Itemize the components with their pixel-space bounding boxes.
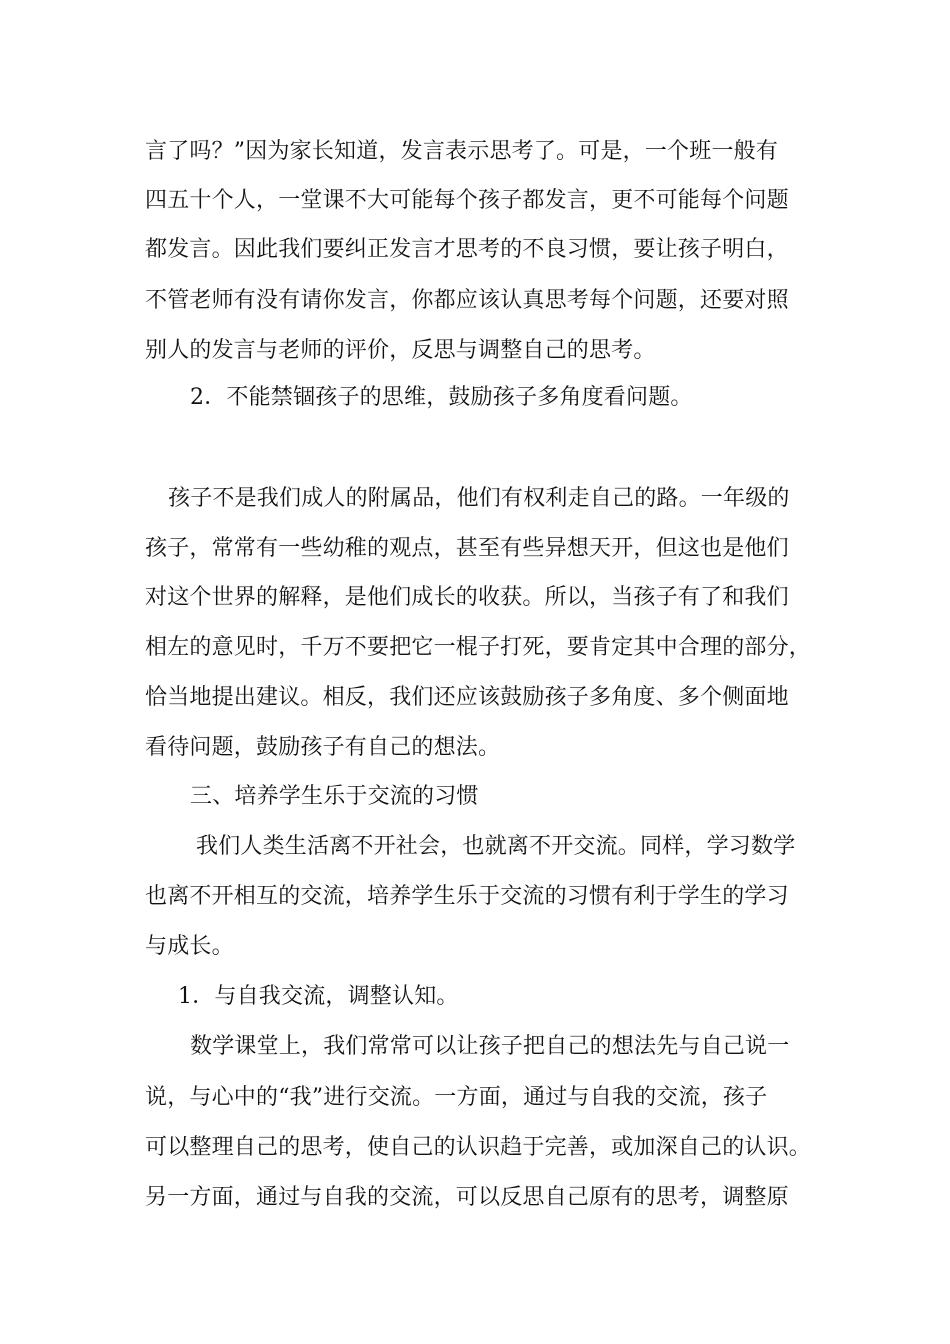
paragraph-line: 相左的意见时，千万不要把它一棍子打死，要肯定其中合理的部分， [145,635,812,660]
paragraph-line: 数学课堂上，我们常常可以让孩子把自己的想法先与自己说一 [190,1034,790,1059]
paragraph-line: 我们人类生活离不开社会，也就离不开交流。同样，学习数学 [196,834,796,859]
paragraph-line: 说，与心中的“我”进行交流。一方面，通过与自我的交流，孩子 [145,1085,768,1110]
paragraph-line: 言了吗？”因为家长知道，发言表示思考了。可是，一个班一般有 [145,139,779,164]
paragraph-line: 不管老师有没有请你发言，你都应该认真思考每个问题，还要对照 [145,288,789,313]
section-heading-3: 三、培养学生乐于交流的习惯 [190,784,479,809]
subheading-1: 1．与自我交流，调整认知。 [178,984,459,1009]
subheading-2: 2．不能禁锢孩子的思维，鼓励孩子多角度看问题。 [190,385,693,410]
paragraph-line: 看待问题，鼓励孩子有自己的想法。 [145,735,501,760]
paragraph-line: 恰当地提出建议。相反，我们还应该鼓励孩子多角度、多个侧面地 [145,685,789,710]
paragraph-line: 可以整理自己的思考，使自己的认识趋于完善，或加深自己的认识。 [145,1135,812,1160]
paragraph-line: 四五十个人，一堂课不大可能每个孩子都发言，更不可能每个问题 [145,188,789,213]
paragraph-line: 都发言。因此我们要纠正发言才思考的不良习惯，要让孩子明白， [145,237,789,262]
paragraph-line: 对这个世界的解释，是他们成长的收获。所以，当孩子有了和我们 [145,585,789,610]
paragraph-line: 另一方面，通过与自我的交流，可以反思自己原有的思考，调整原 [145,1185,789,1210]
paragraph-line: 别人的发言与老师的评价，反思与调整自己的思考。 [145,338,656,363]
paragraph-line: 孩子不是我们成人的附属品，他们有权利走自己的路。一年级的 [168,486,790,511]
paragraph-line: 与成长。 [145,934,234,959]
paragraph-line: 也离不开相互的交流，培养学生乐于交流的习惯有利于学生的学习 [145,884,789,909]
paragraph-line: 孩子，常常有一些幼稚的观点，甚至有些异想天开，但这也是他们 [145,536,789,561]
